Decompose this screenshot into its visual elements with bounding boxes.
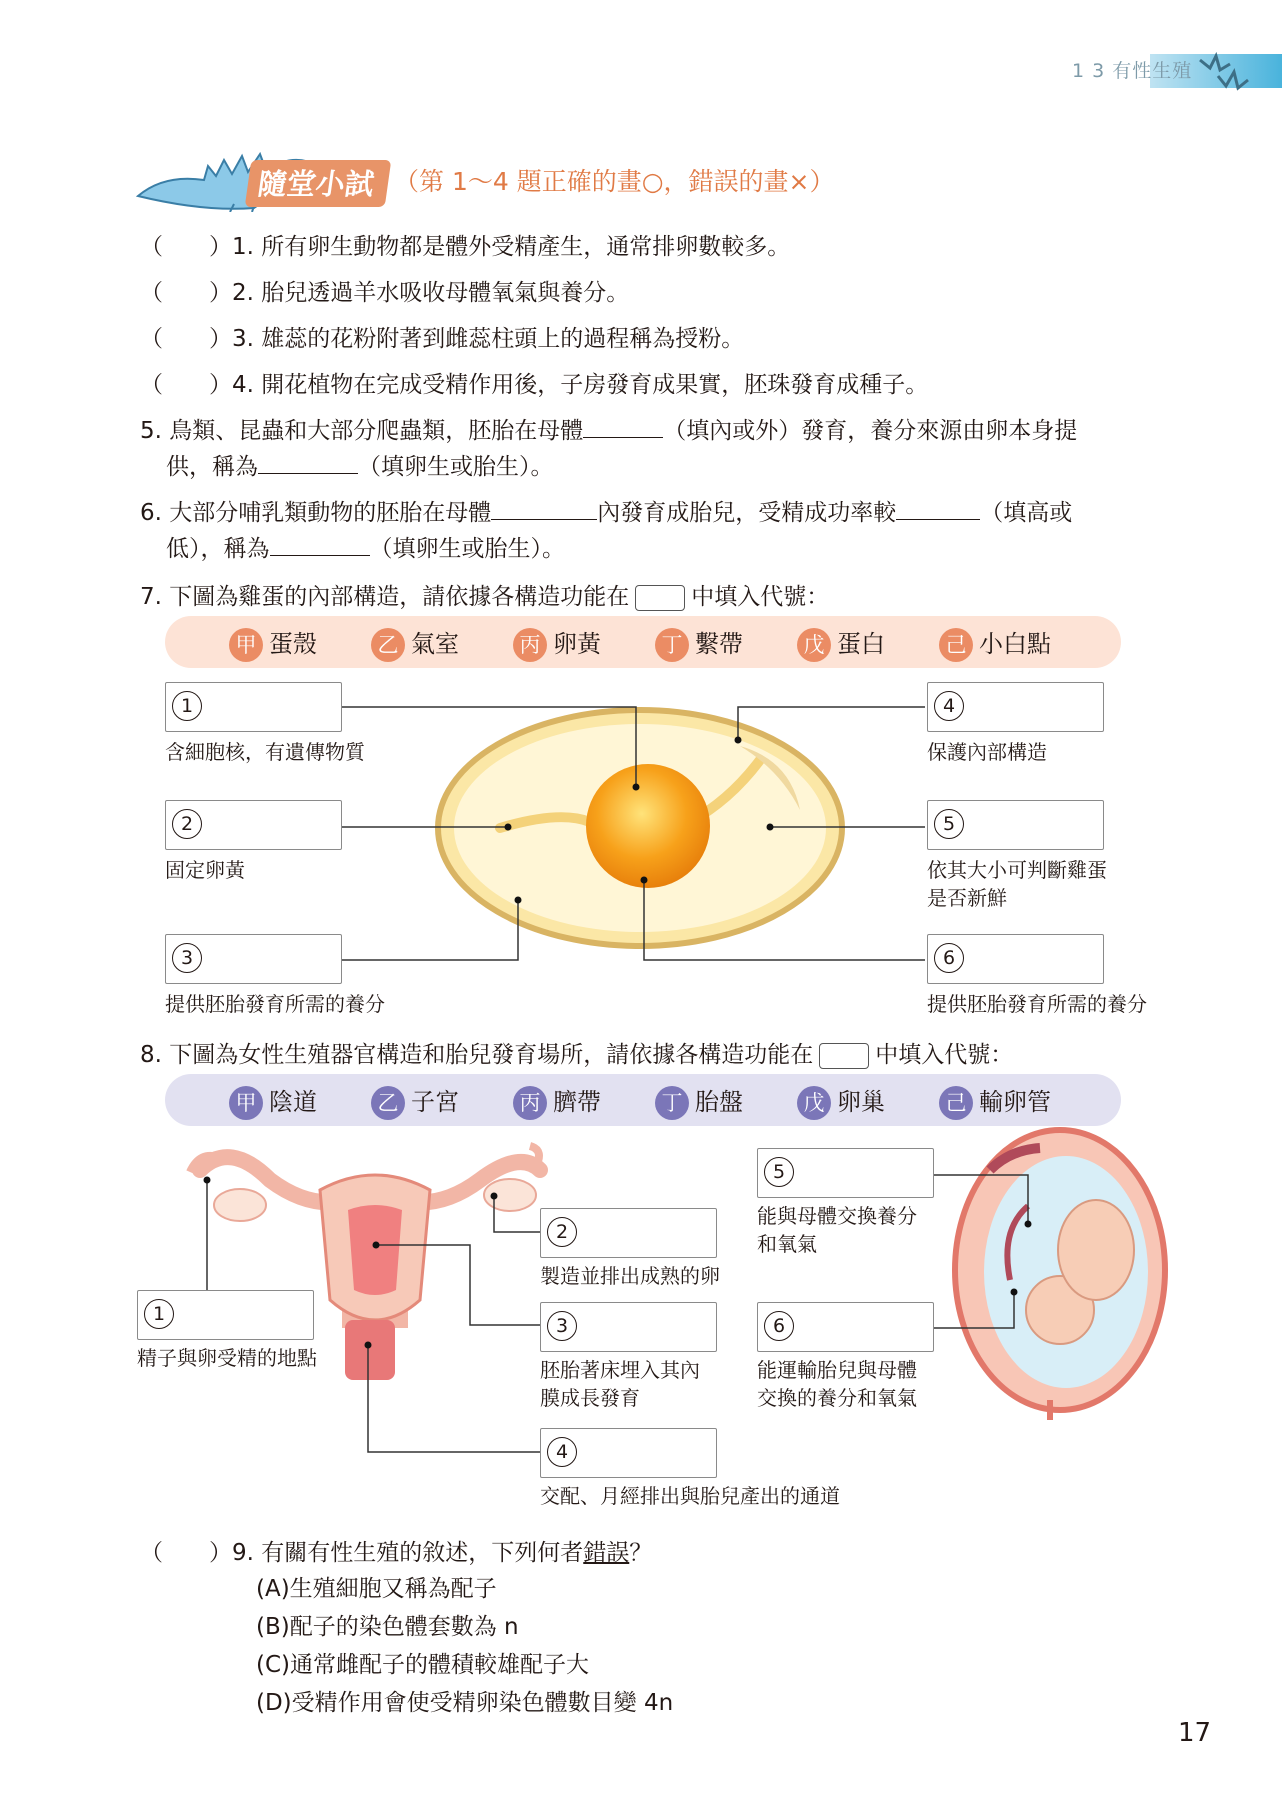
egg-answer-box-4[interactable]: 4 xyxy=(927,682,1104,732)
quiz-instruction: （第 1～4 題正確的畫○，錯誤的畫×） xyxy=(394,167,835,196)
question-6-line-1: 6. 大部分哺乳類動物的胚胎在母體 內發育成胎兒，受精成功率較 （填高或 xyxy=(140,500,1073,526)
page-number: 17 xyxy=(1178,1718,1212,1748)
q8-legend-item-1: 甲 陰道 xyxy=(229,1082,317,1120)
q9-option-b: (B)配子的染色體套數為 n xyxy=(256,1614,519,1640)
q8-legend-item-4: 丁 胎盤 xyxy=(655,1082,743,1120)
q7-legend-item-5: 戊 蛋白 xyxy=(797,624,885,662)
q7-legend-item-4: 丁 繫帶 xyxy=(655,624,743,662)
fetus-illustration xyxy=(955,1130,1165,1420)
egg-answer-box-2[interactable]: 2 xyxy=(165,800,342,850)
repro-caption-5: 能與母體交換養分 和氧氣 xyxy=(757,1204,917,1256)
repro-answer-box-4[interactable]: 4 xyxy=(540,1428,717,1478)
chapter-header: 1 3 有性生殖 xyxy=(1072,60,1193,82)
egg-caption-6: 提供胚胎發育所需的養分 xyxy=(927,992,1147,1016)
q7-legend-item-3: 丙 卵黃 xyxy=(513,624,601,662)
q7-legend-item-6: 己 小白點 xyxy=(939,624,1051,662)
repro-caption-1: 精子與卵受精的地點 xyxy=(137,1346,317,1370)
tf-item-4[interactable]: （ ）4. 開花植物在完成受精作用後，子房發育成果實，胚珠發育成種子。 xyxy=(140,372,929,398)
egg-answer-box-6[interactable]: 6 xyxy=(927,934,1104,984)
egg-caption-1: 含細胞核，有遺傳物質 xyxy=(165,740,365,764)
q9-option-c: (C)通常雌配子的體積較雄配子大 xyxy=(256,1652,590,1678)
tf-item-2[interactable]: （ ）2. 胎兒透過羊水吸收母體氧氣與養分。 xyxy=(140,280,630,306)
question-9-stem[interactable]: （ ）9. 有關有性生殖的敘述，下列何者錯誤？ xyxy=(140,1540,653,1566)
q8-legend-item-2: 乙 子宮 xyxy=(371,1082,459,1120)
question-5-line-1: 5. 鳥類、昆蟲和大部分爬蟲類，胚胎在母體 （填內或外）發育，養分來源由卵本身提 xyxy=(140,418,1078,444)
q7-legend-item-1: 甲 蛋殼 xyxy=(229,624,317,662)
tf-item-1[interactable]: （ ）1. 所有卵生動物都是體外受精產生，通常排卵數較多。 xyxy=(140,234,791,260)
egg-caption-3: 提供胚胎發育所需的養分 xyxy=(165,992,385,1016)
repro-caption-2: 製造並排出成熟的卵 xyxy=(540,1264,720,1288)
question-8-prompt: 8. 下圖為女性生殖器官構造和胎兒發育場所，請依據各構造功能在 中填入代號： xyxy=(140,1042,1014,1068)
repro-answer-box-6[interactable]: 6 xyxy=(757,1302,934,1352)
repro-caption-3: 胚胎著床埋入其內 膜成長發育 xyxy=(540,1358,700,1410)
repro-caption-6: 能運輸胎兒與母體 交換的養分和氧氣 xyxy=(757,1358,917,1410)
question-5-line-2: 供，稱為 （填卵生或胎生）。 xyxy=(166,454,554,480)
q8-legend-item-5: 戊 卵巢 xyxy=(797,1082,885,1120)
egg-caption-5: 依其大小可判斷雞蛋 是否新鮮 xyxy=(927,858,1107,910)
question-7-prompt: 7. 下圖為雞蛋的內部構造，請依據各構造功能在 中填入代號： xyxy=(140,584,830,610)
q7-legend-item-2: 乙 氣室 xyxy=(371,624,459,662)
repro-answer-box-2[interactable]: 2 xyxy=(540,1208,717,1258)
q9-option-d: (D)受精作用會使受精卵染色體數目變 4n xyxy=(256,1690,674,1716)
q8-legend-item-6: 己 輸卵管 xyxy=(939,1082,1051,1120)
repro-caption-4: 交配、月經排出與胎兒產出的通道 xyxy=(540,1484,840,1508)
q9-option-a: (A)生殖細胞又稱為配子 xyxy=(256,1576,497,1602)
q8-legend-item-3: 丙 臍帶 xyxy=(513,1082,601,1120)
egg-answer-box-3[interactable]: 3 xyxy=(165,934,342,984)
question-6-line-2: 低），稱為 （填卵生或胎生）。 xyxy=(166,536,565,562)
egg-caption-2: 固定卵黃 xyxy=(165,858,245,882)
egg-caption-4: 保護內部構造 xyxy=(927,740,1047,764)
tf-item-3[interactable]: （ ）3. 雄蕊的花粉附著到雌蕊柱頭上的過程稱為授粉。 xyxy=(140,326,745,352)
egg-answer-box-5[interactable]: 5 xyxy=(927,800,1104,850)
repro-answer-box-3[interactable]: 3 xyxy=(540,1302,717,1352)
quiz-title: 隨堂小試 xyxy=(245,160,392,207)
repro-answer-box-1[interactable]: 1 xyxy=(137,1290,314,1340)
repro-answer-box-5[interactable]: 5 xyxy=(757,1148,934,1198)
egg-answer-box-1[interactable]: 1 xyxy=(165,682,342,732)
